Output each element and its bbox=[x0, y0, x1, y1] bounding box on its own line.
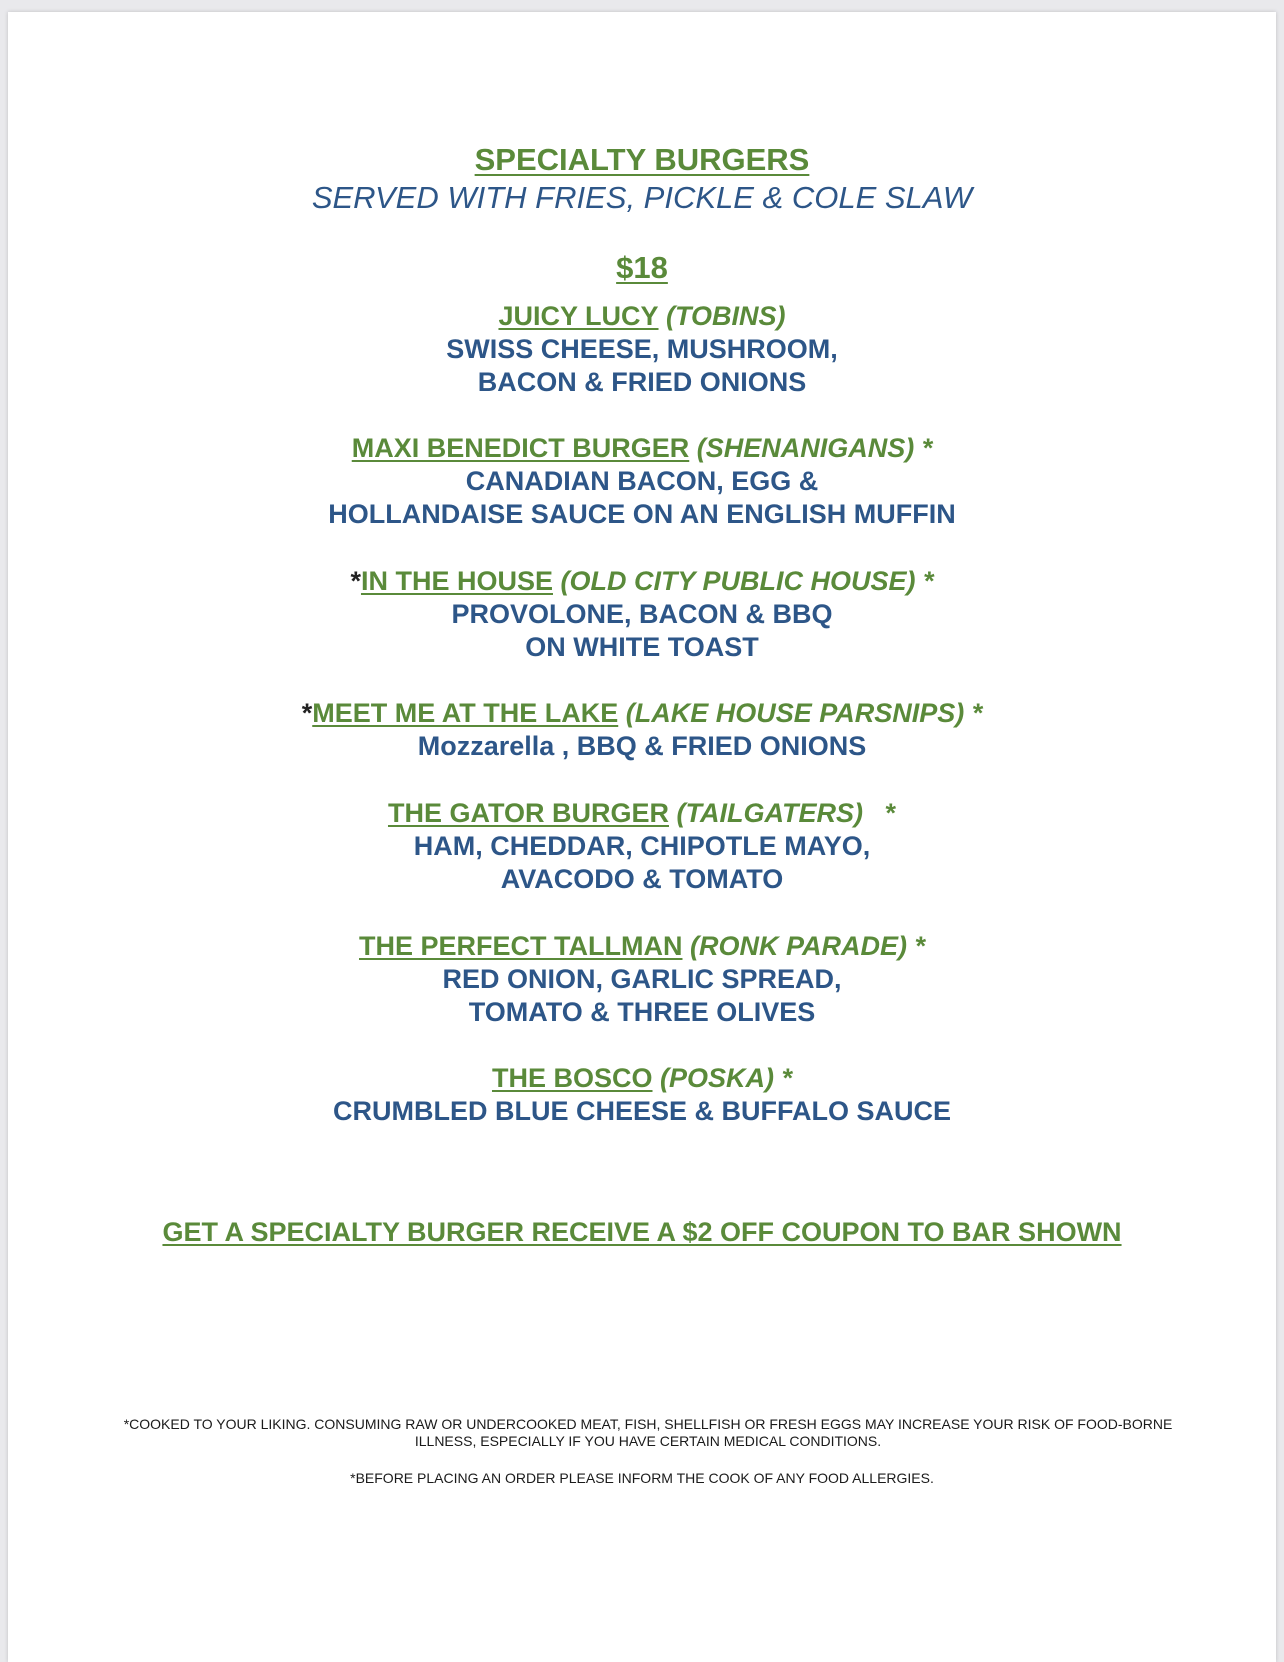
item-bar: (RONK PARADE) * bbox=[682, 931, 925, 961]
item-desc-line: CRUMBLED BLUE CHEESE & BUFFALO SAUCE bbox=[332, 1096, 952, 1126]
item-bar: (TOBINS) bbox=[658, 301, 786, 331]
item-heading bbox=[8, 697, 1276, 730]
item-desc-line: RED ONION, GARLIC SPREAD, bbox=[442, 964, 842, 994]
menu-price: $18 bbox=[616, 250, 668, 285]
item-desc-line: AVACODO & TOMATO bbox=[500, 864, 784, 894]
menu-item-perfect-tallman bbox=[8, 930, 1276, 1029]
item-name: JUICY LUCY bbox=[498, 301, 659, 331]
item-name: IN THE HOUSE bbox=[360, 566, 553, 596]
item-bar: (LAKE HOUSE PARSNIPS) * bbox=[618, 698, 983, 728]
item-heading bbox=[8, 1062, 1276, 1095]
menu-item-gator-burger bbox=[8, 797, 1276, 896]
item-name: THE BOSCO bbox=[491, 1063, 653, 1093]
menu-item-meet-me-at-the-lake bbox=[8, 697, 1276, 763]
item-heading bbox=[8, 797, 1276, 830]
menu-item-bosco bbox=[8, 1062, 1276, 1128]
item-name: THE PERFECT TALLMAN bbox=[359, 931, 683, 961]
item-desc-line: PROVOLONE, BACON & BBQ bbox=[451, 599, 833, 629]
item-desc-line: CANADIAN BACON, EGG & bbox=[465, 466, 819, 496]
item-heading bbox=[8, 565, 1276, 598]
menu-item-juicy-lucy bbox=[8, 300, 1276, 399]
menu-subtitle: SERVED WITH FRIES, PICKLE & COLE SLAW bbox=[311, 180, 973, 215]
item-desc-line: TOMATO & THREE OLIVES bbox=[468, 997, 816, 1027]
menu-item-maxi-benedict bbox=[8, 432, 1276, 531]
item-heading bbox=[8, 432, 1276, 465]
item-heading bbox=[8, 300, 1276, 333]
item-desc-line: HAM, CHEDDAR, CHIPOTLE MAYO, bbox=[413, 831, 871, 861]
item-desc-line: BACON & FRIED ONIONS bbox=[477, 367, 807, 397]
item-name: MAXI BENEDICT BURGER bbox=[351, 433, 690, 463]
item-desc-line: Mozzarella , BBQ & FRIED ONIONS bbox=[417, 731, 867, 761]
item-name: MEET ME AT THE LAKE bbox=[312, 698, 619, 728]
item-prefix: * bbox=[301, 698, 313, 728]
item-bar: (SHENANIGANS) * bbox=[689, 433, 933, 463]
item-desc-line: SWISS CHEESE, MUSHROOM, bbox=[446, 334, 838, 364]
item-desc-line: ON WHITE TOAST bbox=[525, 632, 759, 662]
item-bar: (POSKA) * bbox=[652, 1063, 793, 1093]
promo-text: GET A SPECIALTY BURGER RECEIVE A $2 OFF COUPON TO BAR SHOWN bbox=[162, 1217, 1122, 1247]
menu-title: SPECIALTY BURGERS bbox=[474, 142, 810, 177]
item-suffix: * bbox=[862, 798, 896, 828]
menu-item-in-the-house bbox=[8, 565, 1276, 664]
item-name: THE GATOR BURGER bbox=[387, 798, 669, 828]
item-heading bbox=[8, 930, 1276, 963]
item-desc-line: HOLLANDAISE SAUCE ON AN ENGLISH MUFFIN bbox=[328, 499, 956, 529]
disclaimer-raw-food: *COOKED TO YOUR LIKING. CONSUMING RAW OR UNDERCOOKED MEAT, FISH, SHELLFISH OR FRESH EGGS MAY INCREASE YOUR RISK OF FOOD-BORNE ILLNESS, ESPECIALLY IF YOU HAVE CERTAIN MEDICAL CONDITIONS. bbox=[123, 1416, 1173, 1449]
menu-page bbox=[8, 12, 1276, 1662]
disclaimer-allergies: *BEFORE PLACING AN ORDER PLEASE INFORM THE COOK OF ANY FOOD ALLERGIES. bbox=[350, 1470, 934, 1486]
item-prefix: * bbox=[350, 566, 361, 596]
item-bar: (OLD CITY PUBLIC HOUSE) * bbox=[553, 566, 934, 596]
item-bar: (TAILGATERS) bbox=[669, 798, 863, 828]
